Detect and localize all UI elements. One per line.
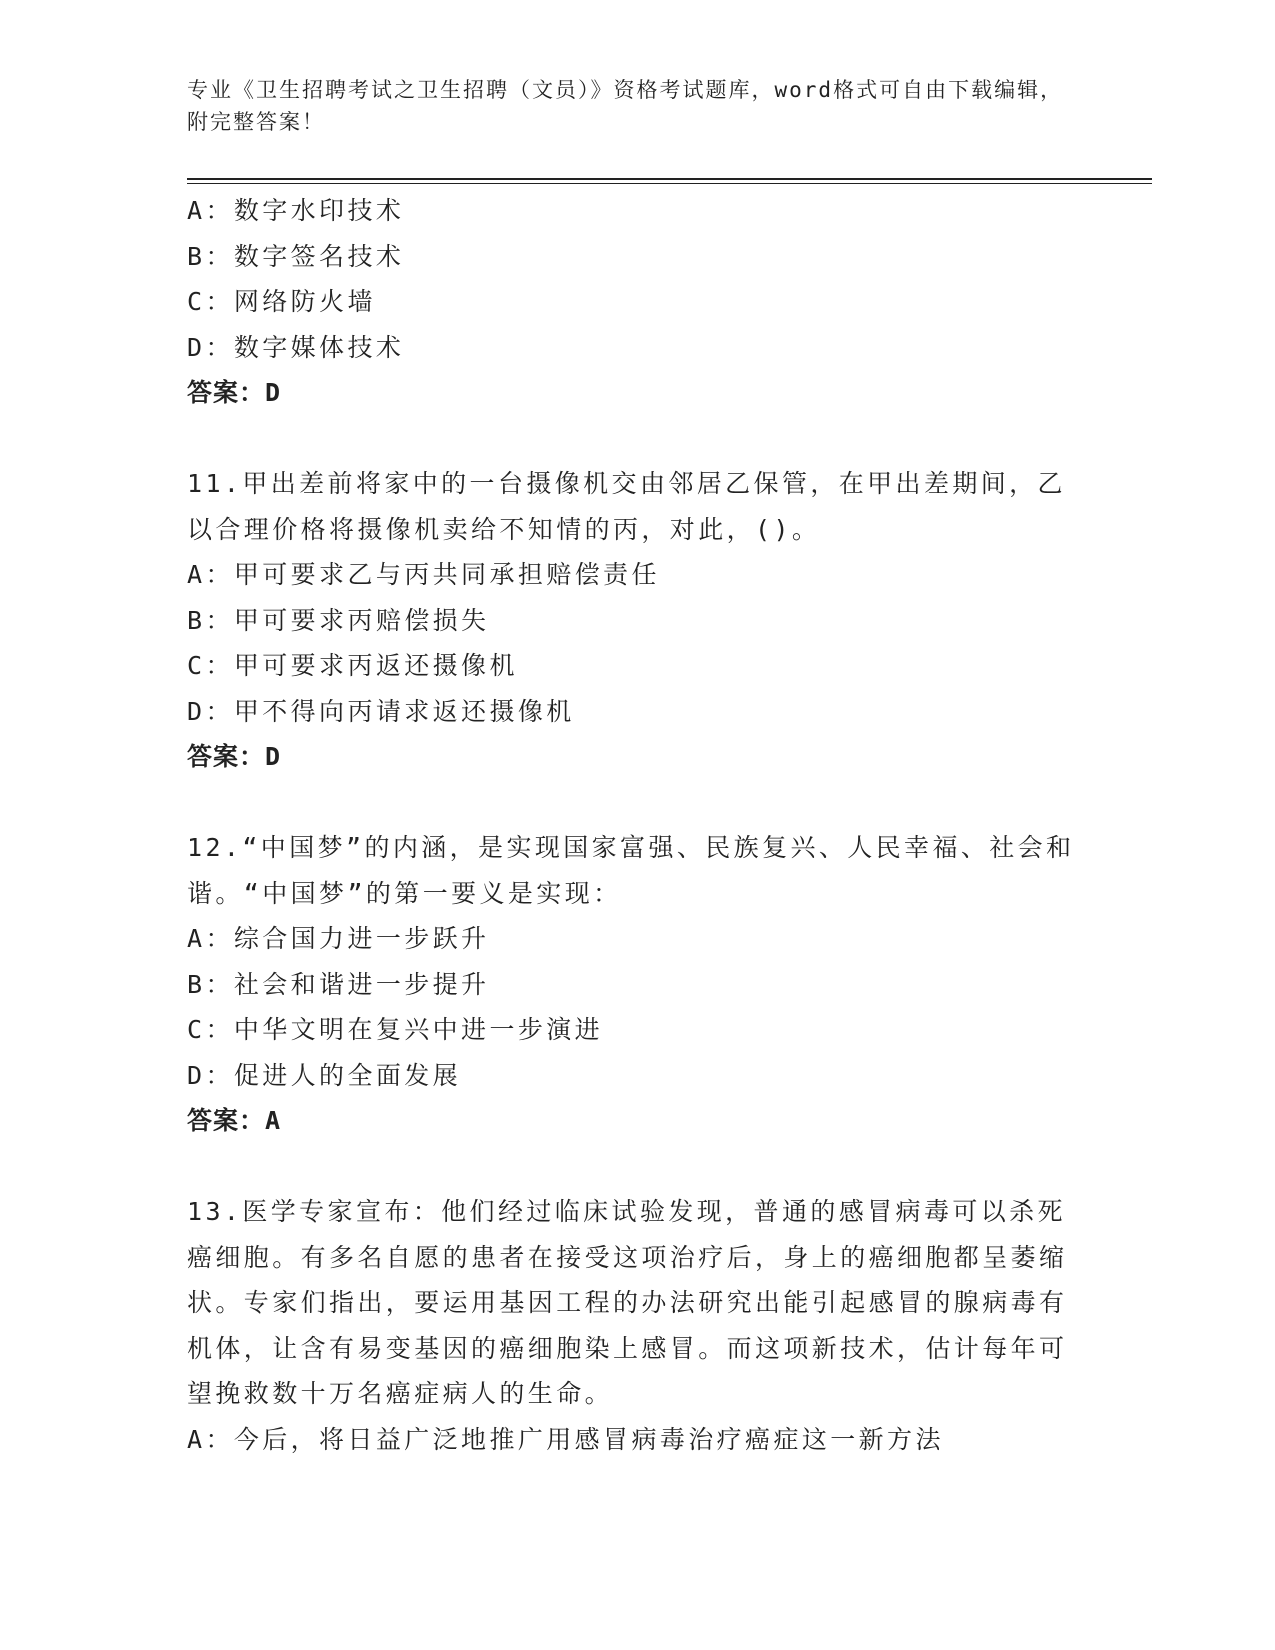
- answer: 答案：D: [187, 742, 282, 771]
- option-c: C：甲可要求丙返还摄像机: [187, 651, 518, 680]
- option-d: D：数字媒体技术: [187, 332, 405, 362]
- question-stem: 11.甲出差前将家中的一台摄像机交由邻居乙保管，在甲出差期间，乙以合理价格将摄像机卖给不知情的丙，对此，()。: [187, 469, 1066, 544]
- option-b: B：社会和谐进一步提升: [187, 969, 490, 999]
- question-12: [187, 825, 1087, 1144]
- answer: 答案：A: [187, 1106, 282, 1135]
- option-b: B：甲可要求丙赔偿损失: [187, 605, 490, 635]
- header-divider: [187, 178, 1152, 180]
- option-c: C：中华文明在复兴中进一步演进: [187, 1015, 604, 1044]
- option-a: A：今后，将日益广泛地推广用感冒病毒治疗癌症这一新方法: [187, 1424, 944, 1454]
- question-10: [187, 188, 1087, 416]
- header-divider-thin: [187, 183, 1152, 184]
- option-d: D：促进人的全面发展: [187, 1060, 462, 1090]
- option-c: C：网络防火墙: [187, 287, 376, 316]
- question-13: [187, 1189, 1087, 1462]
- question-11: [187, 461, 1087, 780]
- document-header: 专业《卫生招聘考试之卫生招聘（文员）》资格考试题库，word格式可自由下载编辑，附完整答案！: [187, 78, 1064, 134]
- option-b: B：数字签名技术: [187, 241, 405, 271]
- question-list: [187, 188, 1087, 1462]
- option-a: A：甲可要求乙与丙共同承担赔偿责任: [187, 560, 660, 589]
- answer: 答案：D: [187, 378, 282, 407]
- option-a: A：数字水印技术: [187, 196, 405, 225]
- option-d: D：甲不得向丙请求返还摄像机: [187, 696, 575, 726]
- question-stem: 12.“中国梦”的内涵，是实现国家富强、民族复兴、人民幸福、社会和谐。“中国梦”的第一要义是实现：: [187, 833, 1075, 908]
- option-a: A：综合国力进一步跃升: [187, 924, 490, 953]
- question-stem: 13.医学专家宣布：他们经过临床试验发现，普通的感冒病毒可以杀死癌细胞。有多名自愿的患者在接受这项治疗后，身上的癌细胞都呈萎缩状。专家们指出，要运用基因工程的办法研究出能引起感冒的腺病毒有机体，让含有易变基因的癌细胞染上感冒。而这项新技术，估计每年可望挽救数十万名癌症病人的生命。: [187, 1197, 1068, 1408]
